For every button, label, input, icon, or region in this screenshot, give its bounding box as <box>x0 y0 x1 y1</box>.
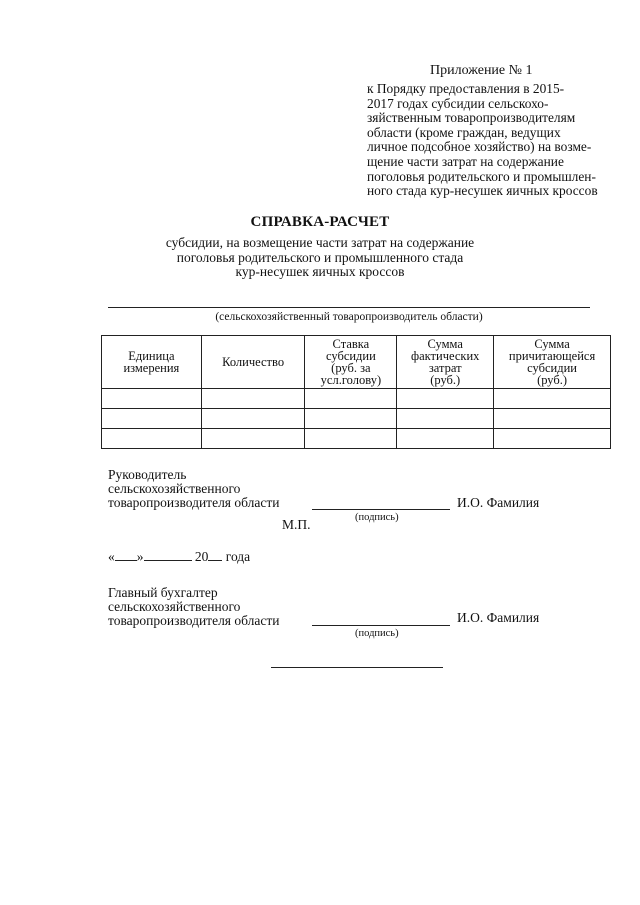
table-cell[interactable] <box>102 429 202 449</box>
table-row <box>102 389 611 409</box>
document-title: СПРАВКА-РАСЧЕТ <box>250 214 390 230</box>
header-quantity <box>201 336 305 389</box>
accountant-signature-line[interactable] <box>312 625 450 626</box>
table-header-row <box>102 336 611 389</box>
table-row <box>102 429 611 449</box>
header-text: субсидии <box>527 361 577 375</box>
date-year-prefix: 20 <box>194 549 209 564</box>
header-text: Ставка <box>332 337 370 351</box>
date-line <box>108 548 250 565</box>
role-line: сельскохозяйственного <box>108 599 241 614</box>
approval-line: щение части затрат на содержание <box>367 153 564 169</box>
table-cell[interactable] <box>201 429 305 449</box>
calculation-table <box>101 335 611 449</box>
approval-line: ного стада кур-несушек яичных кроссов <box>367 183 598 199</box>
approval-line: зяйственным товаропроизводителям <box>367 110 576 126</box>
subtitle-line: поголовья родительского и промышленного стада <box>176 249 464 265</box>
header-text: Количество <box>222 355 285 369</box>
role-line: сельскохозяйственного <box>108 481 241 496</box>
header-text: причитающейся <box>508 349 596 363</box>
approval-line: области (кроме граждан, ведущих <box>367 124 561 140</box>
approval-reference <box>367 82 612 199</box>
table-cell[interactable] <box>102 389 202 409</box>
table-cell[interactable] <box>397 429 494 449</box>
role-line: товаропроизводителя области <box>108 613 280 628</box>
table-cell[interactable] <box>397 389 494 409</box>
header-unit <box>102 336 202 389</box>
head-role <box>108 468 280 510</box>
header-text: измерения <box>123 361 180 375</box>
approval-line: 2017 годах субсидии сельскохо- <box>367 95 549 111</box>
closing-divider <box>271 667 443 668</box>
document-subtitle <box>0 236 640 280</box>
table-cell[interactable] <box>305 429 397 449</box>
table-cell[interactable] <box>494 409 611 429</box>
header-text: (руб.) <box>430 373 461 387</box>
stamp-label: М.П. <box>282 517 311 532</box>
approval-line: к Порядку предоставления в 2015- <box>367 81 565 96</box>
header-text: субсидии <box>325 349 376 363</box>
head-name: И.О. Фамилия <box>457 495 540 510</box>
table-cell[interactable] <box>305 409 397 429</box>
header-rate <box>305 336 397 389</box>
head-signature-caption: (подпись) <box>355 512 399 523</box>
table-cell[interactable] <box>102 409 202 429</box>
date-day-field[interactable] <box>115 548 137 561</box>
header-text: Единица <box>128 349 175 363</box>
table-cell[interactable] <box>494 429 611 449</box>
table-cell[interactable] <box>494 389 611 409</box>
role-line: Руководитель <box>108 467 187 482</box>
header-text: (руб. за <box>331 361 371 375</box>
subtitle-line: кур-несушек яичных кроссов <box>235 264 405 279</box>
header-text: затрат <box>428 361 462 375</box>
header-text: фактических <box>411 349 480 363</box>
header-text: (руб.) <box>537 373 568 387</box>
subtitle-line: субсидии, на возмещение части затрат на содержание <box>165 235 475 250</box>
organization-caption: (сельскохозяйственный товаропроизводитель области) <box>215 311 483 323</box>
table-cell[interactable] <box>201 409 305 429</box>
accountant-role <box>108 586 280 628</box>
date-year-field[interactable] <box>208 548 222 561</box>
header-actual-costs <box>397 336 494 389</box>
appendix-label: Приложение № 1 <box>430 63 533 78</box>
date-month-field[interactable] <box>144 548 192 561</box>
table-cell[interactable] <box>397 409 494 429</box>
table-cell[interactable] <box>305 389 397 409</box>
accountant-signature-caption: (подпись) <box>355 628 399 639</box>
date-close-quote: » <box>136 549 144 564</box>
header-subsidy-due <box>494 336 611 389</box>
approval-line: личное подсобное хозяйство) на возме- <box>367 139 592 155</box>
accountant-name: И.О. Фамилия <box>457 610 540 625</box>
organization-fill-line[interactable] <box>108 307 590 308</box>
header-text: Сумма <box>534 337 570 351</box>
table-row <box>102 409 611 429</box>
date-open-quote: « <box>108 549 115 564</box>
approval-line: поголовья родительского и промышлен- <box>367 168 596 184</box>
header-text: Сумма <box>427 337 463 351</box>
date-year-suffix: года <box>225 549 251 564</box>
table-cell[interactable] <box>201 389 305 409</box>
header-text: усл.голову) <box>320 373 382 387</box>
role-line: Главный бухгалтер <box>108 585 218 600</box>
head-signature-line[interactable] <box>312 509 450 510</box>
role-line: товаропроизводителя области <box>108 495 280 510</box>
